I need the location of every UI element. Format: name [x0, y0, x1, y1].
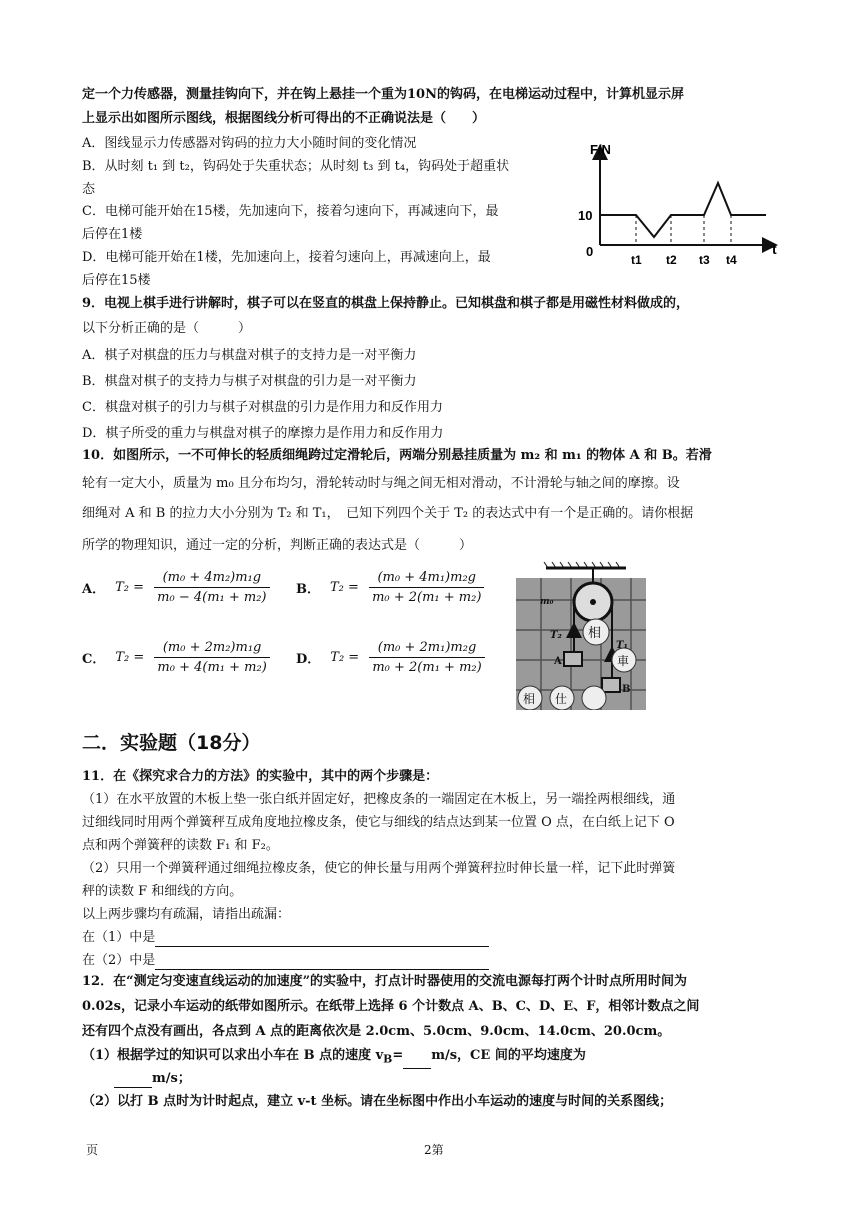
q12-stem-2: 0.02s，记录小车运动的纸带如图所示。在纸带上选择 6 个计数点 A、B、C、D、E、F，相邻计数点之间: [82, 999, 700, 1014]
label-b: B: [622, 684, 631, 695]
label-m0: m₀: [540, 597, 554, 607]
chess-piece-1: 相: [588, 626, 602, 641]
q12-ce-velocity-blank[interactable]: [114, 1073, 152, 1088]
label-a: A: [554, 656, 562, 667]
q10-stem-3: 细绳对 A 和 B 的拉力大小分别为 T₂ 和 T₁， 已知下列四个关于 T₂ 的表达式中有一个是正确的。请你根据: [82, 506, 694, 521]
q12-part1-text: （1）根据学过的知识可以求出小车在 B 点的速度 v: [82, 1048, 384, 1063]
pulley-photo: [516, 560, 646, 710]
q11-answer-1-row: [82, 929, 489, 947]
section-2-title: 二．实验题（18分）: [82, 732, 261, 754]
t2-label: t2: [666, 253, 677, 267]
chess-piece-3: 相: [523, 692, 536, 706]
q12-stem-3: 还有四个点没有画出，各点到 A 点的距离依次是 2.0cm、5.0cm、9.0cm、14.0cm、20.0cm。: [82, 1024, 671, 1039]
q11-step2-line-2: 秤的读数 F 和细线的方向。: [82, 884, 243, 899]
q9-option-d: D．棋子所受的重力与棋盘对棋子的摩擦力是作用力和反作用力: [82, 426, 444, 441]
intro-line-2: 上显示出如图所示图线，根据图线分析可得出的不正确说法是（ ）: [82, 111, 486, 126]
q11-answer-1-blank[interactable]: [155, 930, 489, 947]
q11-step1-line-2: 过细线同时用两个弹簧秤互成角度地拉橡皮条，使它与细线的结点达到某一位置 O 点，在白纸上记下 O: [82, 815, 675, 830]
q11-answer-2-blank[interactable]: [155, 953, 489, 970]
q8-option-b-1: B．从时刻 t₁ 到 t₂，钩码处于失重状态；从时刻 t₃ 到 t₄，钩码处于超重状: [82, 159, 510, 174]
q9-option-c: C．棋盘对棋子的引力与棋子对棋盘的引力是作用力和反作用力: [82, 400, 443, 415]
q10-stem-2: 轮有一定大小，质量为 m₀ 且分布均匀，滑轮转动时与绳之间无相对滑动，不计滑轮与轴之间的摩擦。设: [82, 476, 680, 491]
intro-line-1: 定一个力传感器，测量挂钩向下，并在钩上悬挂一个重为10N的钩码，在电梯运动过程中，计算机显示屏: [82, 87, 684, 102]
q8-option-c-1: C．电梯可能开始在15楼，先加速向下，接着匀速向下，再减速向下，最: [82, 204, 499, 219]
q11-ask: 以上两步骤均有疏漏，请指出疏漏：: [82, 907, 291, 922]
q9-option-b: B．棋盘对棋子的支持力与棋子对棋盘的引力是一对平衡力: [82, 374, 417, 389]
q11-step2-line-1: （2）只用一个弹簧秤通过细绳拉橡皮条，使它的伸长量与用两个弹簧秤拉时伸长量一样，记下此时弹簧: [82, 861, 676, 876]
q10-stem-1: 10．如图所示，一不可伸长的轻质细绳跨过定滑轮后，两端分别悬挂质量为 m₂ 和 m₁ 的物体 A 和 B。若滑: [82, 448, 712, 463]
x-axis-label: t: [772, 241, 777, 257]
label-t1: T₁: [616, 640, 628, 651]
q10-option-c: C． T₂ = $\frac{\text{(m₀ + 2m₂)m₁g}}{\text{m₀ + 4(m₁ + m₂)}}$: [82, 640, 270, 675]
q9-stem-1: 9．电视上棋手进行讲解时，棋子可以在竖直的棋盘上保持静止。已知棋盘和棋子都是用磁性材料做成的，: [82, 296, 690, 311]
q11-answer-1-label: 在（1）中是: [82, 930, 156, 945]
q12-equals: =: [392, 1048, 404, 1063]
t4-label: t4: [726, 253, 737, 267]
q8-option-d-1: D．电梯可能开始在1楼，先加速向上，接着匀速向上，再减速向上，最: [82, 250, 491, 265]
q8-option-c-2: 后停在1楼: [82, 227, 143, 242]
q11-answer-2-row: [82, 952, 489, 970]
q9-option-a: A．棋子对棋盘的压力与棋盘对棋子的支持力是一对平衡力: [82, 348, 417, 363]
q12-part1-text-2: m/s，CE 间的平均速度为: [431, 1048, 586, 1063]
q12-part2: （2）以打 B 点时为计时起点，建立 v-t 坐标。请在坐标图中作出小车运动的速度与时间的关系图线；: [82, 1094, 673, 1109]
footer-left: 页: [86, 1143, 99, 1157]
block-a: [564, 652, 582, 666]
q8-option-a: A．图线显示力传感器对钩码的拉力大小随时间的变化情况: [82, 136, 417, 151]
t3-label: t3: [699, 253, 710, 267]
block-b: [602, 678, 620, 692]
q10-option-b: B． T₂ = $\frac{\text{(m₀ + 4m₁)m₂g}}{\text{m₀ + 2(m₁ + m₂)}}$: [296, 570, 484, 605]
q12-part1-row: [82, 1047, 586, 1069]
q10-option-a: A． T₂ = $\frac{\text{(m₀ + 4m₂)m₁g}}{\text{m₀ − 4(m₁ + m₂)}}$: [82, 570, 270, 605]
t1-label: t1: [631, 253, 642, 267]
chess-piece-4: 仕: [555, 692, 568, 706]
force-curve: [600, 183, 766, 237]
q8-option-d-2: 后停在15楼: [82, 273, 151, 288]
q12-unit: m/s；: [152, 1071, 191, 1086]
q11-stem: 11．在《探究求合力的方法》的实验中，其中的两个步骤是：: [82, 769, 439, 784]
q12-part1-row-2: [114, 1070, 191, 1088]
q9-stem-2: 以下分析正确的是（ ）: [82, 321, 252, 336]
origin-label: 0: [586, 244, 594, 259]
q12-vb-subscript: B: [383, 1052, 393, 1066]
q8-option-b-2: 态: [82, 182, 96, 197]
page-number: 2第: [424, 1143, 444, 1157]
y-axis-label: F/N: [590, 142, 611, 157]
chess-piece-2: 車: [617, 654, 630, 668]
q10-option-d: D． T₂ = $\frac{\text{(m₀ + 2m₁)m₂g}}{\text{m₀ + 2(m₁ + m₂)}}$: [296, 640, 485, 675]
q10-stem-4: 所学的物理知识，通过一定的分析，判断正确的表达式是（ ）: [82, 538, 473, 553]
q11-answer-2-label: 在（2）中是: [82, 953, 156, 968]
q11-step1-line-1: （1）在水平放置的木板上垫一张白纸并固定好，把橡皮条的一端固定在木板上，另一端拴两根细线，通: [82, 792, 676, 807]
y-tick-10: 10: [578, 208, 593, 223]
force-time-graph: [576, 140, 786, 270]
q12-vb-blank[interactable]: [403, 1054, 431, 1069]
q12-stem-1: 12．在“测定匀变速直线运动的加速度”的实验中，打点计时器使用的交流电源每打两个计时点所用时间为: [82, 974, 688, 989]
q11-step1-line-3: 点和两个弹簧秤的读数 F₁ 和 F₂。: [82, 838, 279, 853]
label-t2: T₂: [550, 630, 562, 641]
